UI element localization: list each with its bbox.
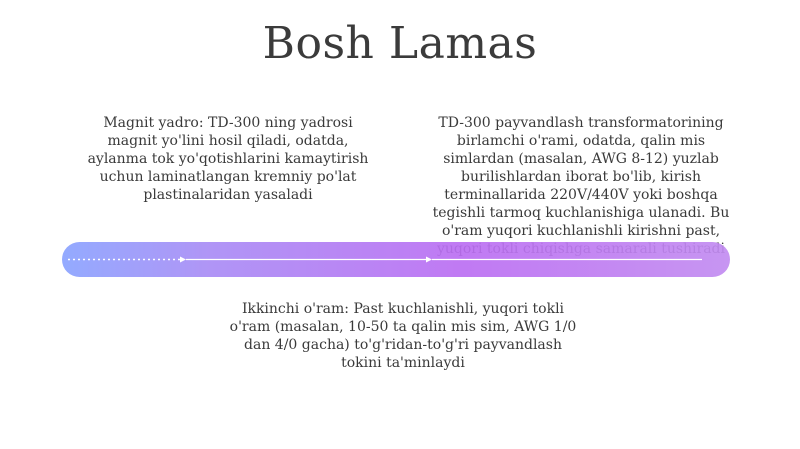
arrow-head-2 [426,257,432,263]
page-title: Bosh Lamas [262,18,538,69]
arrow-head-1 [180,257,186,263]
primary-winding-text: TD-300 payvandlash transformatorining birlamchi o'rami, odatda, qalin mis simlardan (masalan, AWG 8-12) yuzlab burilishlardan iborat bo'lib, kirish terminallarida 220V/440V yoki boshqa tegishli tarmoq kuchlanishiga ulanadi. Bu o'ram yuqori kuchlanishli kirishni past, [432,115,730,239]
secondary-winding-text: Ikkinchi o'ram: Past kuchlanishli, yuqori tokli o'ram (masalan, 10-50 ta qalin mis sim, AWG 1/0 dan 4/0 gacha) to'g'ridan-to'g'ri payvandlash tokini ta'minlaydi [229,301,577,371]
magnetic-core-text: Magnit yadro: TD-300 ning yadrosi magnit yo'lini hosil qiladi, odatda, aylanma tok yo'qotishlarini kamaytirish uchun laminatlangan kremniy po'lat plastinalaridan yasaladi [87,115,369,203]
flow-arrows [62,242,730,277]
